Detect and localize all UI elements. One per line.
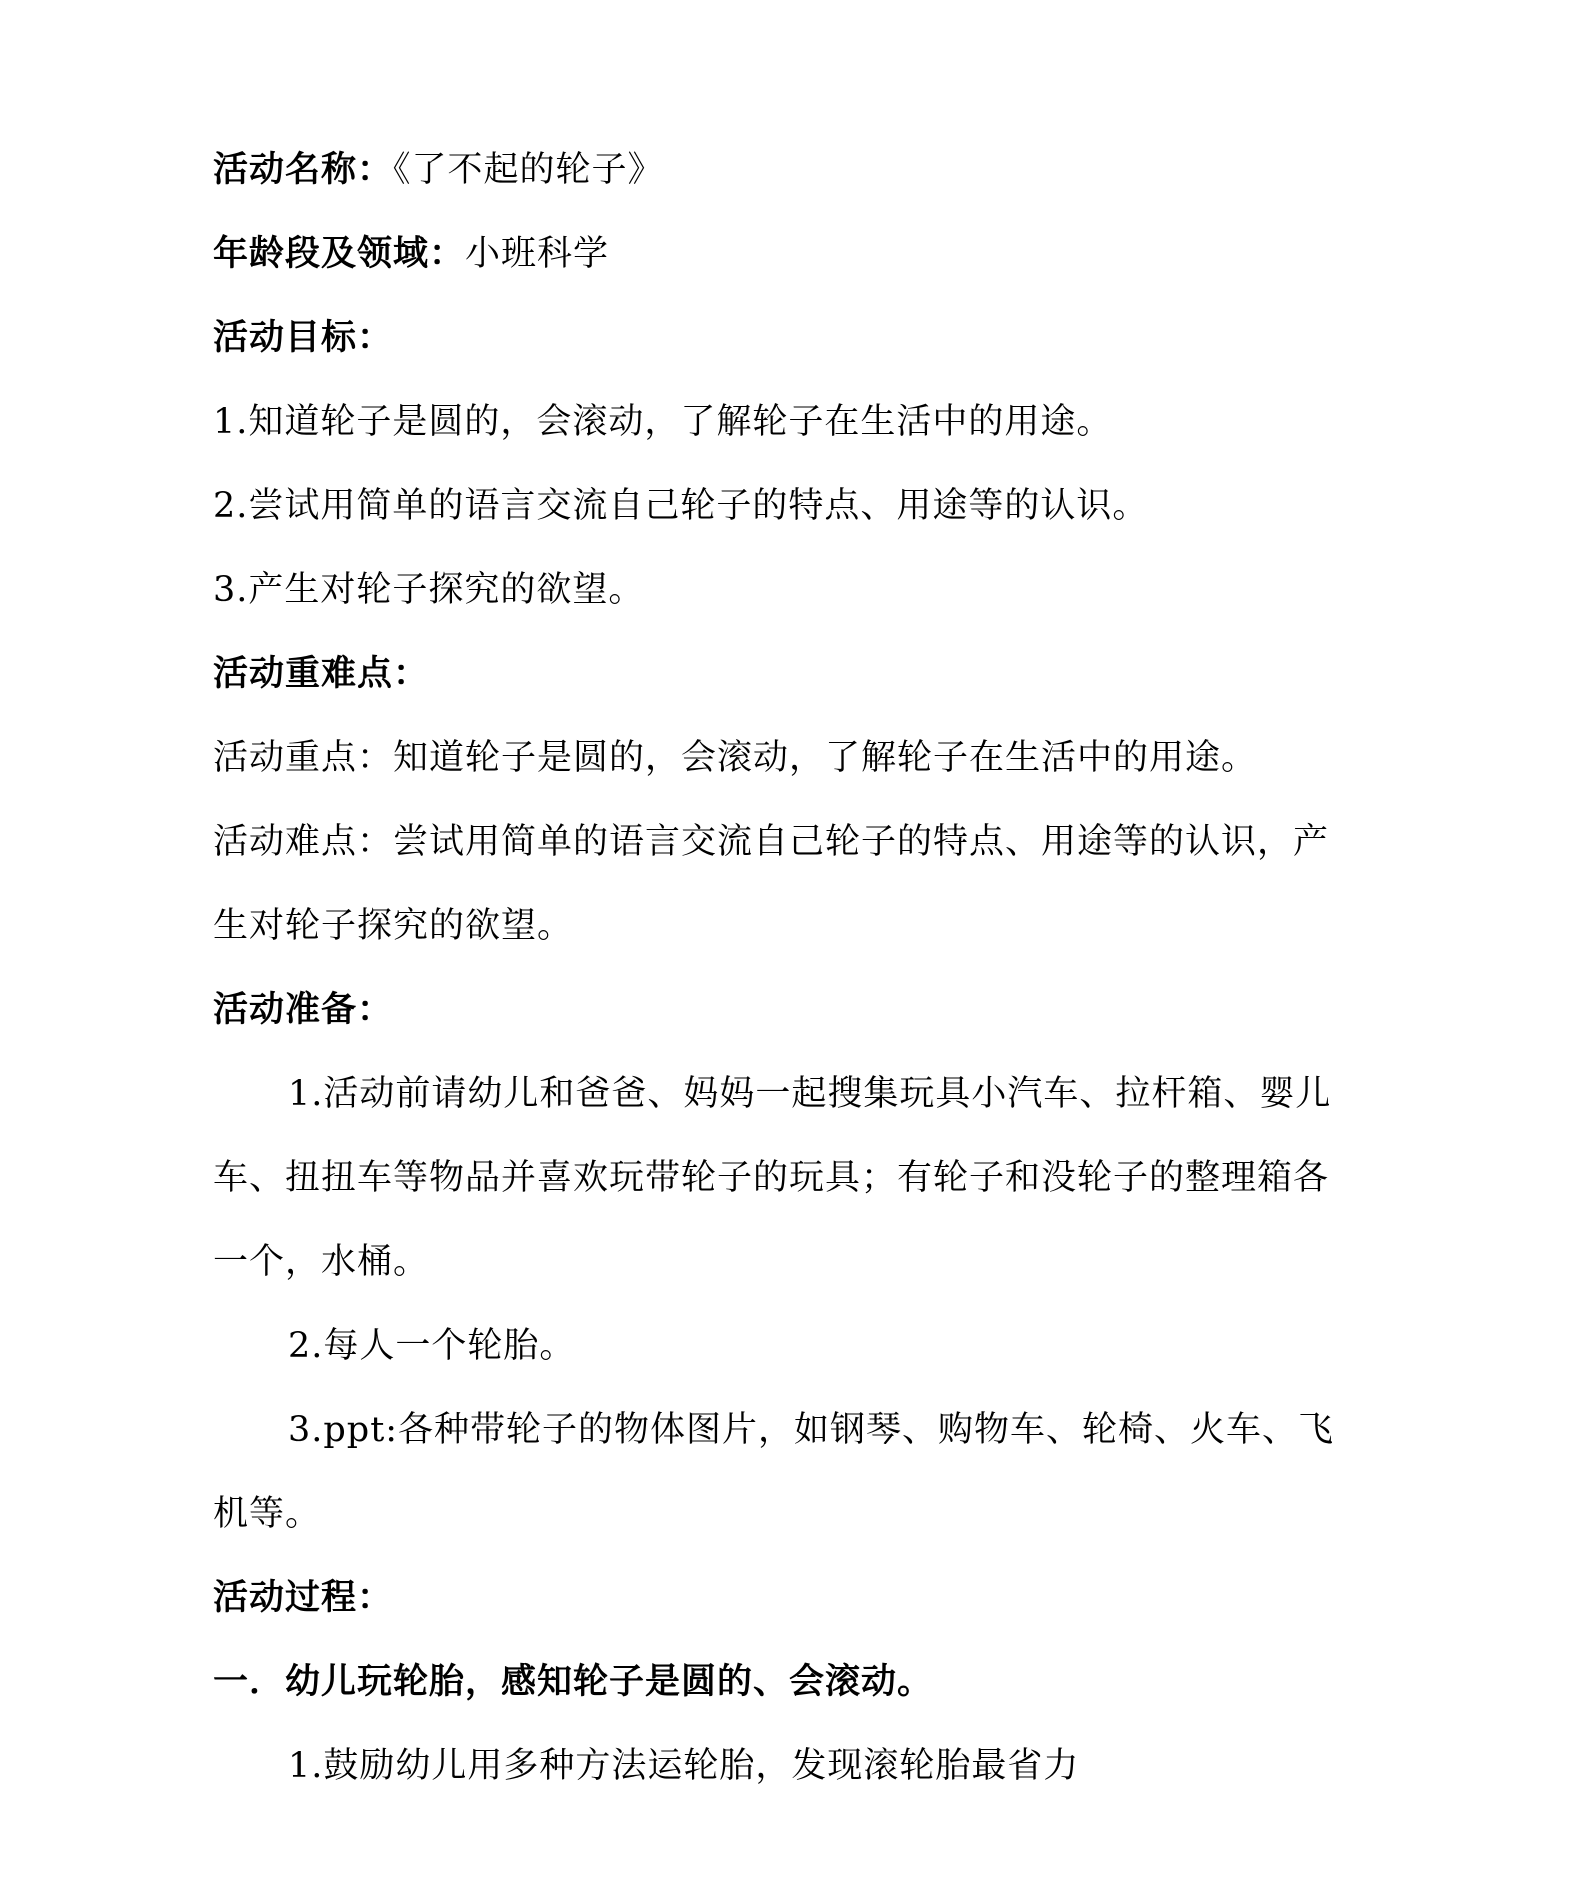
goals-heading: 活动目标： [213,317,394,358]
age-domain-value: 小班科学 [465,234,610,274]
activity-name-label: 活动名称： [213,149,394,190]
preparation-item-3-line-2: 机等。 [213,1494,322,1534]
goal-item-2: 2.尝试用简单的语言交流自己轮子的特点、用途等的认识。 [213,486,1149,526]
age-domain-label: 年龄段及领域： [213,233,466,274]
preparation-item-1-line-1: 1.活动前请幼儿和爸爸、妈妈一起搜集玩具小汽车、拉杆箱、婴儿 [288,1074,1332,1114]
key-point-focus: 活动重点：知道轮子是圆的，会滚动，了解轮子在生活中的用途。 [213,738,1258,778]
document-page [213,128,1378,1808]
preparation-item-2: 2.每人一个轮胎。 [288,1326,576,1366]
key-point-difficulty-line-2: 生对轮子探究的欲望。 [213,906,574,946]
key-point-difficulty-line-1: 活动难点：尝试用简单的语言交流自己轮子的特点、用途等的认识，产 [213,822,1330,862]
process-heading: 活动过程： [213,1577,394,1618]
goal-item-1: 1.知道轮子是圆的，会滚动，了解轮子在生活中的用途。 [213,402,1113,442]
activity-name-line [213,128,1378,212]
process-section-1-title: 一．幼儿玩轮胎，感知轮子是圆的、会滚动。 [213,1661,934,1702]
preparation-heading: 活动准备： [213,989,394,1030]
age-domain-line [213,212,1378,296]
activity-name-value: 《了不起的轮子》 [393,150,664,190]
process-section-1-item-1: 1.鼓励幼儿用多种方法运轮胎，发现滚轮胎最省力 [288,1746,1080,1786]
preparation-item-1-line-3: 一个，水桶。 [213,1242,430,1282]
key-points-heading: 活动重难点： [213,653,430,694]
goal-item-3: 3.产生对轮子探究的欲望。 [213,570,645,610]
preparation-item-3-line-1: 3.ppt:各种带轮子的物体图片，如钢琴、购物车、轮椅、火车、飞 [288,1410,1335,1450]
preparation-item-1-line-2: 车、扭扭车等物品并喜欢玩带轮子的玩具；有轮子和没轮子的整理箱各 [213,1158,1330,1198]
